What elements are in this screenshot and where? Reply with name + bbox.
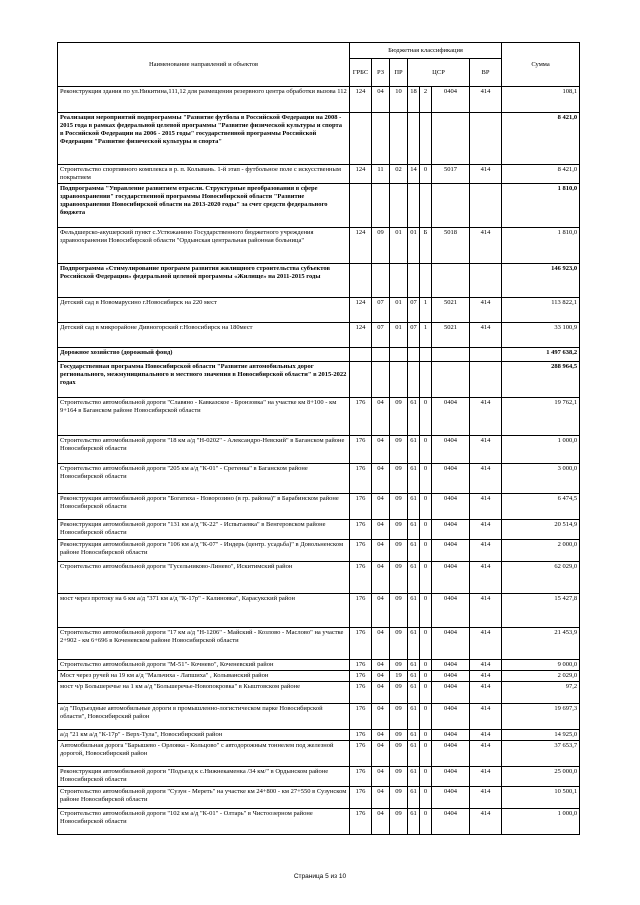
header-budget-classification: Бюджетная классификация: [350, 43, 502, 59]
cell-vr: [470, 113, 502, 165]
cell-sum: 1 000,0: [502, 436, 580, 464]
cell-vr: 414: [470, 540, 502, 562]
table-row: [58, 682, 580, 704]
cell-sum: 1 810,0: [502, 228, 580, 264]
cell-pr: 09: [390, 787, 408, 809]
table-row: [58, 348, 580, 362]
cell-g: 176: [350, 682, 372, 704]
cell-vr: 414: [470, 704, 502, 730]
table-row: [58, 362, 580, 398]
cell-c1: [408, 184, 420, 228]
cell-c2: [420, 184, 432, 228]
cell-sum: 113 822,1: [502, 298, 580, 323]
cell-pr: [390, 264, 408, 298]
cell-sum: 2 000,0: [502, 540, 580, 562]
cell-g: 176: [350, 787, 372, 809]
cell-c1: 61: [408, 660, 420, 671]
cell-c1: [408, 362, 420, 398]
cell-rz: 04: [372, 767, 390, 787]
cell-rz: 04: [372, 660, 390, 671]
cell-vr: 414: [470, 398, 502, 436]
cell-g: 124: [350, 87, 372, 113]
cell-g: 176: [350, 436, 372, 464]
cell-c1: 61: [408, 671, 420, 682]
cell-g: 176: [350, 704, 372, 730]
cell-rz: [372, 184, 390, 228]
cell-rz: 04: [372, 741, 390, 767]
table-row: [58, 787, 580, 809]
cell-rz: 04: [372, 87, 390, 113]
cell-rz: 04: [372, 594, 390, 628]
cell-name: Подпрограмма "Управление развитием отрасли. Структурные преобразования в сфере здравоохранения" государственной программы Новосибирской области "Развитие здравоохранения Новосибирской области на 2013-2020 годы" за счет средств федерального бюджета: [58, 184, 350, 228]
cell-name: Детский сад в микрорайоне Дивногорский г.Новосибирск на 180мест: [58, 323, 350, 348]
cell-c1: 61: [408, 464, 420, 494]
cell-rz: 04: [372, 562, 390, 594]
cell-c1: 61: [408, 730, 420, 741]
cell-c1: 61: [408, 540, 420, 562]
cell-name: Строительство автомобильной дороги "Гусельниково-Линево", Искитимский район: [58, 562, 350, 594]
table-row: [58, 264, 580, 298]
cell-g: 124: [350, 228, 372, 264]
cell-c3: 0404: [432, 767, 470, 787]
cell-c3: 0404: [432, 464, 470, 494]
cell-name: а/д "21 км а/д "К-17р" - Верх-Тула", Новосибирский район: [58, 730, 350, 741]
cell-name: Реализация мероприятий подпрограммы "Развитие футбола в Российской Федерации на 2008 - 2015 года в рамках федеральной целевой программы "Развитие физической культуры и спорта в Российской Федерации на 2006 - 2015 годы" государственной программы Российской Федерации "Развитие физической культуры и спорта": [58, 113, 350, 165]
table-header: [58, 43, 580, 87]
cell-pr: 09: [390, 704, 408, 730]
cell-c2: 0: [420, 436, 432, 464]
cell-g: 124: [350, 165, 372, 184]
cell-vr: 414: [470, 87, 502, 113]
cell-c2: 0: [420, 682, 432, 704]
cell-c2: 0: [420, 464, 432, 494]
cell-sum: 2 029,0: [502, 671, 580, 682]
cell-rz: 09: [372, 228, 390, 264]
cell-name: Строительство автомобильной дороги "102 км а/д "К-01" - Олтарь" в Чистоозерном районе Новосибирской области: [58, 809, 350, 835]
cell-name: Реконструкция автомобильной дороги "Богатиха - Новорозино (в гр. района)" в Барабинском районе Новосибирской области: [58, 494, 350, 520]
header-pr: ПР: [390, 59, 408, 87]
cell-rz: 04: [372, 787, 390, 809]
cell-vr: 414: [470, 741, 502, 767]
cell-c3: [432, 113, 470, 165]
cell-vr: 414: [470, 520, 502, 540]
cell-vr: 414: [470, 682, 502, 704]
cell-name: Строительство автомобильной дороги "Сузун - Мереть" на участке км 24+800 - км 27+550 в Сузунском районе Новосибирской области: [58, 787, 350, 809]
cell-sum: 15 427,8: [502, 594, 580, 628]
cell-c3: 0404: [432, 660, 470, 671]
cell-c2: 0: [420, 165, 432, 184]
table-body: [58, 87, 580, 835]
cell-pr: 01: [390, 323, 408, 348]
cell-c2: 0: [420, 520, 432, 540]
cell-vr: 414: [470, 228, 502, 264]
table-row: [58, 494, 580, 520]
cell-c1: 61: [408, 741, 420, 767]
cell-c2: 0: [420, 660, 432, 671]
cell-sum: 97,2: [502, 682, 580, 704]
cell-pr: 09: [390, 436, 408, 464]
table-row: [58, 398, 580, 436]
cell-c3: 0404: [432, 520, 470, 540]
cell-name: мост ч/р Большеречье на 1 км а/д "Большеречье-Новопокровка" в Кыштовском районе: [58, 682, 350, 704]
table-row: [58, 184, 580, 228]
cell-g: 176: [350, 594, 372, 628]
cell-c1: 07: [408, 298, 420, 323]
cell-vr: 414: [470, 594, 502, 628]
cell-name: Реконструкция автомобильной дороги "106 км а/д "К-07" - Индерь (центр. усадьба)" в Довольненском районе Новосибирской области: [58, 540, 350, 562]
cell-vr: 414: [470, 323, 502, 348]
cell-sum: 9 000,0: [502, 660, 580, 671]
cell-g: 176: [350, 562, 372, 594]
cell-c2: [420, 362, 432, 398]
cell-sum: 3 000,0: [502, 464, 580, 494]
cell-name: Государственная программа Новосибирской области "Развитие автомобильных дорог регионального, межмуниципального и местного значения в Новосибирской области" в 2015-2022 годах: [58, 362, 350, 398]
table-row: [58, 464, 580, 494]
cell-vr: 414: [470, 436, 502, 464]
cell-g: [350, 264, 372, 298]
cell-rz: 04: [372, 540, 390, 562]
cell-sum: 37 653,7: [502, 741, 580, 767]
cell-pr: 09: [390, 809, 408, 835]
cell-c2: 0: [420, 562, 432, 594]
cell-c3: 0404: [432, 398, 470, 436]
table-row: [58, 562, 580, 594]
cell-c1: 18: [408, 87, 420, 113]
header-name: Наименование направлений и объектов: [58, 43, 350, 87]
cell-pr: 09: [390, 767, 408, 787]
cell-vr: 414: [470, 767, 502, 787]
cell-c1: [408, 113, 420, 165]
cell-vr: [470, 264, 502, 298]
table-row: [58, 741, 580, 767]
table-row: [58, 767, 580, 787]
cell-vr: [470, 184, 502, 228]
cell-rz: [372, 264, 390, 298]
cell-name: Строительство автомобильной дороги "18 км а/д "Н-0202" - Александро-Невский" в Баганском районе Новосибирской области: [58, 436, 350, 464]
page-footer: Страница 5 из 10: [293, 873, 347, 880]
cell-c1: 61: [408, 436, 420, 464]
cell-pr: 10: [390, 87, 408, 113]
cell-g: 176: [350, 809, 372, 835]
cell-sum: 21 453,9: [502, 628, 580, 660]
cell-g: 176: [350, 628, 372, 660]
cell-c3: 0404: [432, 436, 470, 464]
cell-name: Реконструкция здания по ул.Никитина,111,12 для размещения резервного центра обработки вызова 112: [58, 87, 350, 113]
cell-sum: 8 421,0: [502, 165, 580, 184]
table-row: [58, 660, 580, 671]
cell-g: [350, 113, 372, 165]
table-row: [58, 436, 580, 464]
cell-c1: 61: [408, 398, 420, 436]
cell-rz: 07: [372, 323, 390, 348]
cell-rz: [372, 348, 390, 362]
cell-c3: 0404: [432, 730, 470, 741]
cell-g: 176: [350, 730, 372, 741]
cell-c3: 0404: [432, 809, 470, 835]
cell-pr: 09: [390, 682, 408, 704]
cell-c1: 01: [408, 228, 420, 264]
cell-c1: 61: [408, 682, 420, 704]
cell-sum: 20 514,9: [502, 520, 580, 540]
cell-sum: 62 029,0: [502, 562, 580, 594]
cell-pr: 09: [390, 562, 408, 594]
cell-c2: 1: [420, 298, 432, 323]
cell-name: мост через протоку на 6 км а/д "371 км а/д "К-17р" - Калиновка", Карасукский район: [58, 594, 350, 628]
cell-rz: [372, 113, 390, 165]
cell-rz: 04: [372, 682, 390, 704]
cell-c3: [432, 348, 470, 362]
cell-rz: 07: [372, 298, 390, 323]
cell-rz: 04: [372, 398, 390, 436]
table-row: [58, 323, 580, 348]
table-row: [58, 165, 580, 184]
cell-c1: 14: [408, 165, 420, 184]
cell-pr: 09: [390, 730, 408, 741]
cell-pr: 09: [390, 540, 408, 562]
cell-vr: 414: [470, 562, 502, 594]
cell-name: Фельдшерско-акушерский пункт с.Устюжанино Государственного бюджетного учреждения здравоохранения Новосибирской области "Ордынская центральная районная больница": [58, 228, 350, 264]
cell-name: Строительство спортивного комплекса в р. п. Колывань. 1-й этап - футбольное поле с искусственным покрытием: [58, 165, 350, 184]
cell-vr: 414: [470, 494, 502, 520]
table-row: [58, 730, 580, 741]
cell-g: 176: [350, 464, 372, 494]
cell-pr: 01: [390, 298, 408, 323]
cell-c2: 2: [420, 87, 432, 113]
budget-table: [57, 42, 580, 835]
cell-rz: 04: [372, 494, 390, 520]
cell-name: Строительство автомобильной дороги "205 км а/д "К-01" - Сретенка" в Баганском районе Новосибирской области: [58, 464, 350, 494]
cell-pr: 09: [390, 494, 408, 520]
cell-rz: 04: [372, 730, 390, 741]
cell-g: 176: [350, 540, 372, 562]
table-row: [58, 594, 580, 628]
cell-vr: 414: [470, 298, 502, 323]
cell-c1: 61: [408, 494, 420, 520]
cell-rz: 04: [372, 704, 390, 730]
cell-c1: 61: [408, 787, 420, 809]
cell-c2: 0: [420, 787, 432, 809]
cell-c2: 0: [420, 628, 432, 660]
cell-name: Строительство автомобильной дороги "Славяно - Кавказское - Бронзовка" на участке км 8+100 - км 9+164 в Баганском районе Новосибирской области: [58, 398, 350, 436]
cell-pr: 09: [390, 628, 408, 660]
cell-pr: 01: [390, 228, 408, 264]
cell-sum: 14 925,0: [502, 730, 580, 741]
cell-c2: 0: [420, 671, 432, 682]
cell-name: Строительство автомобильной дороги "17 км а/д "Н-1206" - Майский - Козлово - Маслово" на участке 2+902 - км 6+696 в Коченевском районе Новосибирской области: [58, 628, 350, 660]
cell-vr: [470, 362, 502, 398]
cell-sum: 33 100,9: [502, 323, 580, 348]
cell-pr: 19: [390, 671, 408, 682]
cell-c3: 0404: [432, 704, 470, 730]
cell-c2: Б: [420, 228, 432, 264]
cell-g: 176: [350, 741, 372, 767]
cell-rz: [372, 362, 390, 398]
cell-sum: 1 497 638,2: [502, 348, 580, 362]
cell-vr: 414: [470, 628, 502, 660]
cell-c1: [408, 348, 420, 362]
cell-rz: 04: [372, 628, 390, 660]
cell-rz: 04: [372, 436, 390, 464]
cell-c3: 0404: [432, 87, 470, 113]
cell-rz: 04: [372, 809, 390, 835]
cell-c2: 1: [420, 323, 432, 348]
cell-c2: 0: [420, 767, 432, 787]
cell-sum: 10 500,1: [502, 787, 580, 809]
table-row: [58, 87, 580, 113]
cell-pr: 09: [390, 520, 408, 540]
cell-c3: [432, 264, 470, 298]
cell-c3: 0404: [432, 540, 470, 562]
cell-c1: 61: [408, 809, 420, 835]
cell-c1: 61: [408, 704, 420, 730]
table-row: [58, 628, 580, 660]
cell-c1: 61: [408, 594, 420, 628]
cell-c1: 07: [408, 323, 420, 348]
cell-sum: 1 810,0: [502, 184, 580, 228]
cell-name: Реконструкция автомобильной дороги "Подъезд к с.Нижнекаменка /34 км/" в Ордынском районе Новосибирской области: [58, 767, 350, 787]
cell-g: 124: [350, 298, 372, 323]
header-grbs: ГРБС: [350, 59, 372, 87]
cell-vr: 414: [470, 787, 502, 809]
cell-c1: 61: [408, 520, 420, 540]
cell-c2: 0: [420, 730, 432, 741]
table-row: [58, 228, 580, 264]
cell-c2: [420, 348, 432, 362]
cell-c3: 5018: [432, 228, 470, 264]
cell-g: 176: [350, 494, 372, 520]
cell-pr: [390, 184, 408, 228]
cell-g: 176: [350, 520, 372, 540]
cell-c2: 0: [420, 741, 432, 767]
cell-vr: 414: [470, 660, 502, 671]
cell-c2: [420, 264, 432, 298]
cell-name: Детский сад в Новомарусино г.Новосибирск на 220 мест: [58, 298, 350, 323]
cell-pr: [390, 362, 408, 398]
cell-name: Строительство автомобильной дороги "М-51"- Кочнево", Коченевский район: [58, 660, 350, 671]
cell-name: Автомобильная дорога "Барышево - Орловка - Кольцово" с автодорожным тоннелем под железной дорогой, Новосибирский район: [58, 741, 350, 767]
cell-g: 176: [350, 398, 372, 436]
cell-c1: 61: [408, 562, 420, 594]
cell-vr: 414: [470, 165, 502, 184]
cell-sum: 288 964,5: [502, 362, 580, 398]
cell-sum: 8 421,0: [502, 113, 580, 165]
cell-g: 176: [350, 671, 372, 682]
cell-pr: 09: [390, 398, 408, 436]
cell-rz: 11: [372, 165, 390, 184]
table-row: [58, 298, 580, 323]
cell-g: 176: [350, 767, 372, 787]
cell-rz: 04: [372, 520, 390, 540]
cell-c2: 0: [420, 540, 432, 562]
table-row: [58, 809, 580, 835]
cell-c3: 0404: [432, 628, 470, 660]
cell-c1: [408, 264, 420, 298]
cell-vr: 414: [470, 671, 502, 682]
cell-rz: 04: [372, 671, 390, 682]
cell-c2: 0: [420, 704, 432, 730]
cell-vr: 414: [470, 464, 502, 494]
cell-name: Дорожное хозяйство (дорожный фонд): [58, 348, 350, 362]
cell-c2: 0: [420, 398, 432, 436]
table-row: [58, 113, 580, 165]
cell-c3: 0404: [432, 594, 470, 628]
cell-name: Подпрограмма «Стимулирование программ развития жилищного строительства субъектов Российской Федерации» федеральной целевой программы «Жилище» на 2011-2015 годы: [58, 264, 350, 298]
cell-pr: 09: [390, 464, 408, 494]
cell-name: а/д "Подъездные автомобильные дороги в промышленно-логистическом парке Новосибирской области", Новосибирский район: [58, 704, 350, 730]
cell-c2: [420, 113, 432, 165]
cell-sum: 108,1: [502, 87, 580, 113]
cell-c1: 61: [408, 767, 420, 787]
cell-rz: 04: [372, 464, 390, 494]
cell-g: [350, 348, 372, 362]
cell-c3: 0404: [432, 494, 470, 520]
cell-pr: 09: [390, 594, 408, 628]
cell-sum: 19 762,1: [502, 398, 580, 436]
cell-c1: 61: [408, 628, 420, 660]
header-sum: Сумма: [502, 43, 580, 87]
cell-c3: [432, 184, 470, 228]
cell-vr: [470, 348, 502, 362]
cell-c3: 5017: [432, 165, 470, 184]
cell-sum: 19 697,3: [502, 704, 580, 730]
cell-c3: 0404: [432, 671, 470, 682]
cell-pr: 09: [390, 660, 408, 671]
cell-sum: 146 923,0: [502, 264, 580, 298]
cell-g: [350, 184, 372, 228]
cell-c2: 0: [420, 809, 432, 835]
cell-c3: [432, 362, 470, 398]
cell-c2: 0: [420, 494, 432, 520]
cell-c3: 5021: [432, 298, 470, 323]
cell-name: Реконструкция автомобильной дороги "131 км а/д "К-22" - Испытаевка" в Венгеровском районе Новосибирской области: [58, 520, 350, 540]
cell-sum: 1 000,0: [502, 809, 580, 835]
cell-pr: [390, 348, 408, 362]
cell-c3: 0404: [432, 682, 470, 704]
cell-sum: 6 474,5: [502, 494, 580, 520]
cell-g: 124: [350, 323, 372, 348]
table-row: [58, 704, 580, 730]
cell-c3: 0404: [432, 562, 470, 594]
cell-pr: 09: [390, 741, 408, 767]
cell-g: 176: [350, 660, 372, 671]
cell-pr: [390, 113, 408, 165]
table-row: [58, 520, 580, 540]
cell-c2: 0: [420, 594, 432, 628]
cell-vr: 414: [470, 730, 502, 741]
cell-sum: 25 000,0: [502, 767, 580, 787]
cell-c3: 0404: [432, 787, 470, 809]
cell-c3: 5021: [432, 323, 470, 348]
header-vr: ВР: [470, 59, 502, 87]
cell-pr: 02: [390, 165, 408, 184]
table-row: [58, 671, 580, 682]
cell-c3: 0404: [432, 741, 470, 767]
cell-vr: 414: [470, 809, 502, 835]
table-row: [58, 540, 580, 562]
cell-name: Мост через ручей на 19 км а/д "Мальчиха - Лапшиха" , Колыванский район: [58, 671, 350, 682]
cell-g: [350, 362, 372, 398]
header-rz: РЗ: [372, 59, 390, 87]
header-csr: ЦСР: [408, 59, 470, 87]
